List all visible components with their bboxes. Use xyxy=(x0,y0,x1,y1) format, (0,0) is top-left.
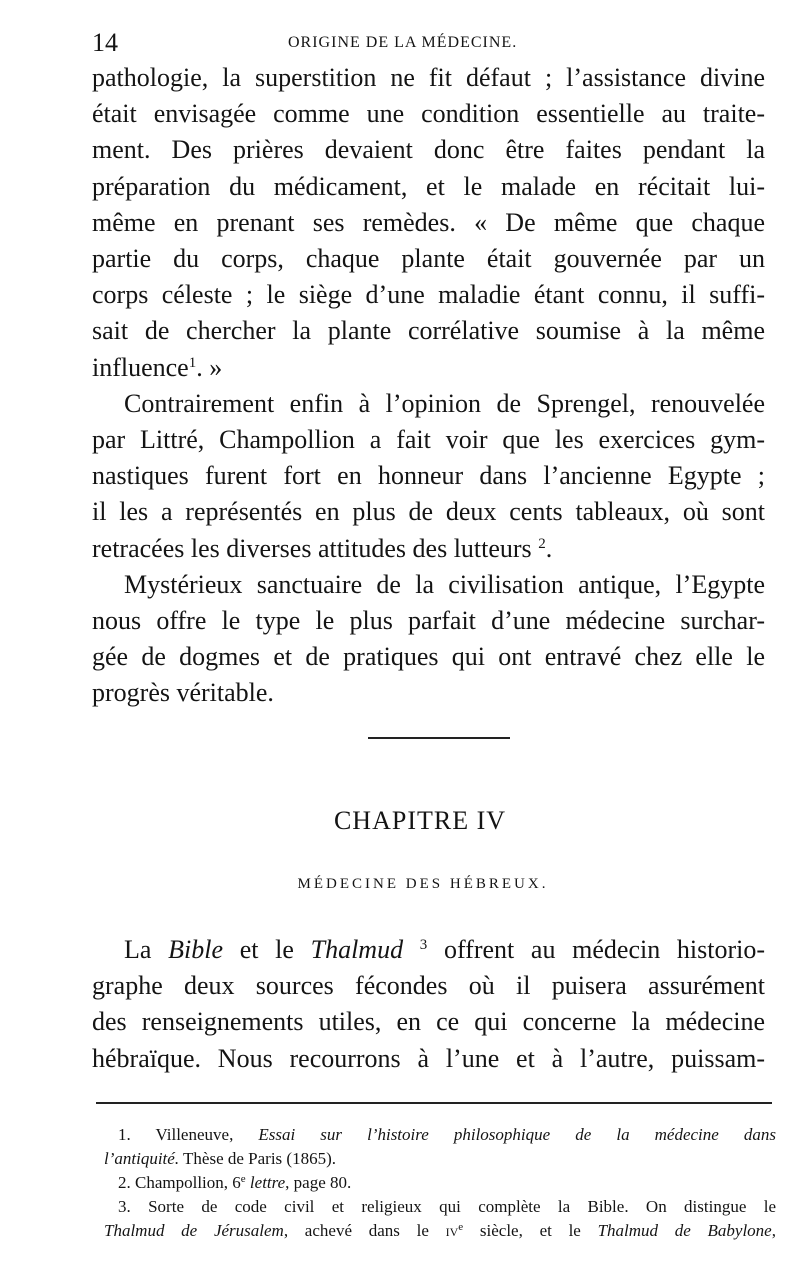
text-line: pathologie, la superstition ne fit défaut ; l’assistance divine xyxy=(92,63,765,92)
text-line xyxy=(92,350,765,386)
footnote-italic: l’antiquité. xyxy=(104,1149,180,1168)
chapter-subtitle: MÉDECINE DES HÉBREUX. xyxy=(297,876,549,892)
footnote-rule xyxy=(96,1102,772,1104)
footnote-italic: lettre xyxy=(245,1173,286,1192)
text-line: hébraïque. Nous recourrons à l’une et à l’autre, puissam- xyxy=(92,1043,765,1073)
footnote-3 xyxy=(104,1195,776,1219)
text-line: des renseignements utiles, en ce qui concerne la médecine xyxy=(92,1007,765,1037)
text-line: par Littré, Champollion a fait voir que les exercices gym- xyxy=(92,425,765,455)
text-line: ment. Des prières devaient donc être faites pendant la xyxy=(92,135,765,165)
text-line: graphe deux sources fécondes où il puisera assurément xyxy=(92,971,765,1001)
footnote-number: 2. xyxy=(118,1173,131,1192)
footnote-number: 1. xyxy=(118,1125,131,1144)
text-line: gée de dogmes et de pratiques qui ont entravé chez elle le xyxy=(92,642,765,672)
footnote-1-cont xyxy=(104,1147,776,1171)
text-line: Contrairement enfin à l’opinion de Sprengel, renouvelée xyxy=(124,388,765,418)
italic-title: Thalmud xyxy=(310,935,404,964)
text-line: il les a représentés en plus de deux cents tableaux, où sont xyxy=(92,497,765,527)
line-text: offrent au médecin historio- xyxy=(427,935,766,964)
footnote-italic: Essai sur l’histoire philosophique de la médecine dans xyxy=(258,1125,776,1144)
footnote-text: Villeneuve, xyxy=(130,1125,259,1144)
footnote-ref: 1 xyxy=(188,354,197,371)
footnote-italic: Thalmud de Babylone xyxy=(597,1221,772,1240)
footnote-number: 3. xyxy=(118,1197,131,1216)
footnote-1 xyxy=(104,1123,776,1147)
line-text: et le xyxy=(223,935,311,964)
line-tail: . xyxy=(545,533,553,563)
footnote-italic: Thalmud de Jérusalem xyxy=(104,1221,284,1240)
text-line: était envisagée comme une condition essentielle au traite- xyxy=(92,99,765,129)
text-line: préparation du médicament, et le malade en récitait lui- xyxy=(92,171,765,201)
footnote-text: Thèse de Paris (1865). xyxy=(179,1149,336,1168)
footnote-smallcaps: iv xyxy=(445,1221,459,1240)
text-line: nastiques furent fort en honneur dans l’ancienne Egypte ; xyxy=(92,461,765,491)
chapter-title: CHAPITRE IV xyxy=(333,806,507,835)
text-line: même en prenant ses remèdes. « De même que chaque xyxy=(92,207,765,237)
text-line: nous offre le type le plus parfait d’une médecine surchar- xyxy=(92,606,765,636)
text-line: progrès véritable. xyxy=(92,678,274,708)
page-number: 14 xyxy=(92,28,118,57)
footnote-text: siècle, et le xyxy=(463,1221,598,1240)
line-text: influence xyxy=(92,352,189,382)
running-title: ORIGINE DE LA MÉDECINE. xyxy=(288,34,518,51)
body-text-top xyxy=(92,60,765,712)
body-text-chapter xyxy=(92,932,765,1077)
text-line: Mystérieux sanctuaire de la civilisation antique, l’Egypte xyxy=(124,569,765,599)
footnote-sup: e xyxy=(240,1173,246,1185)
footnote-ref: 2 xyxy=(538,535,546,552)
footnote-2 xyxy=(104,1171,776,1195)
footnote-text: , xyxy=(771,1221,776,1240)
text-line: corps céleste ; le siège d’une maladie étant connu, il suffi- xyxy=(92,280,765,310)
text-line: sait de chercher la plante corrélative soumise à la même xyxy=(92,316,765,346)
text-line xyxy=(92,932,765,968)
footnote-text: Champollion, 6 xyxy=(130,1173,241,1192)
text-line: partie du corps, chaque plante était gouvernée par un xyxy=(92,244,765,274)
footnote-text: , page 80. xyxy=(285,1173,352,1192)
line-text: La xyxy=(124,935,169,964)
footnote-ref: 3 xyxy=(419,937,428,953)
text-line xyxy=(92,531,765,567)
footnote-text: Sorte de code civil et religieux qui complète la Bible. On distingue le xyxy=(130,1197,776,1216)
section-divider xyxy=(368,737,510,739)
footnote-3-cont xyxy=(104,1219,776,1243)
footnote-text: , achevé dans le xyxy=(283,1221,446,1240)
line-text: retracées les diverses attitudes des lutteurs xyxy=(92,533,532,563)
footnote-sup: e xyxy=(458,1221,464,1233)
line-tail: . » xyxy=(196,352,223,382)
italic-title: Bible xyxy=(168,935,223,964)
page-header xyxy=(92,28,772,58)
footnotes xyxy=(104,1123,776,1243)
